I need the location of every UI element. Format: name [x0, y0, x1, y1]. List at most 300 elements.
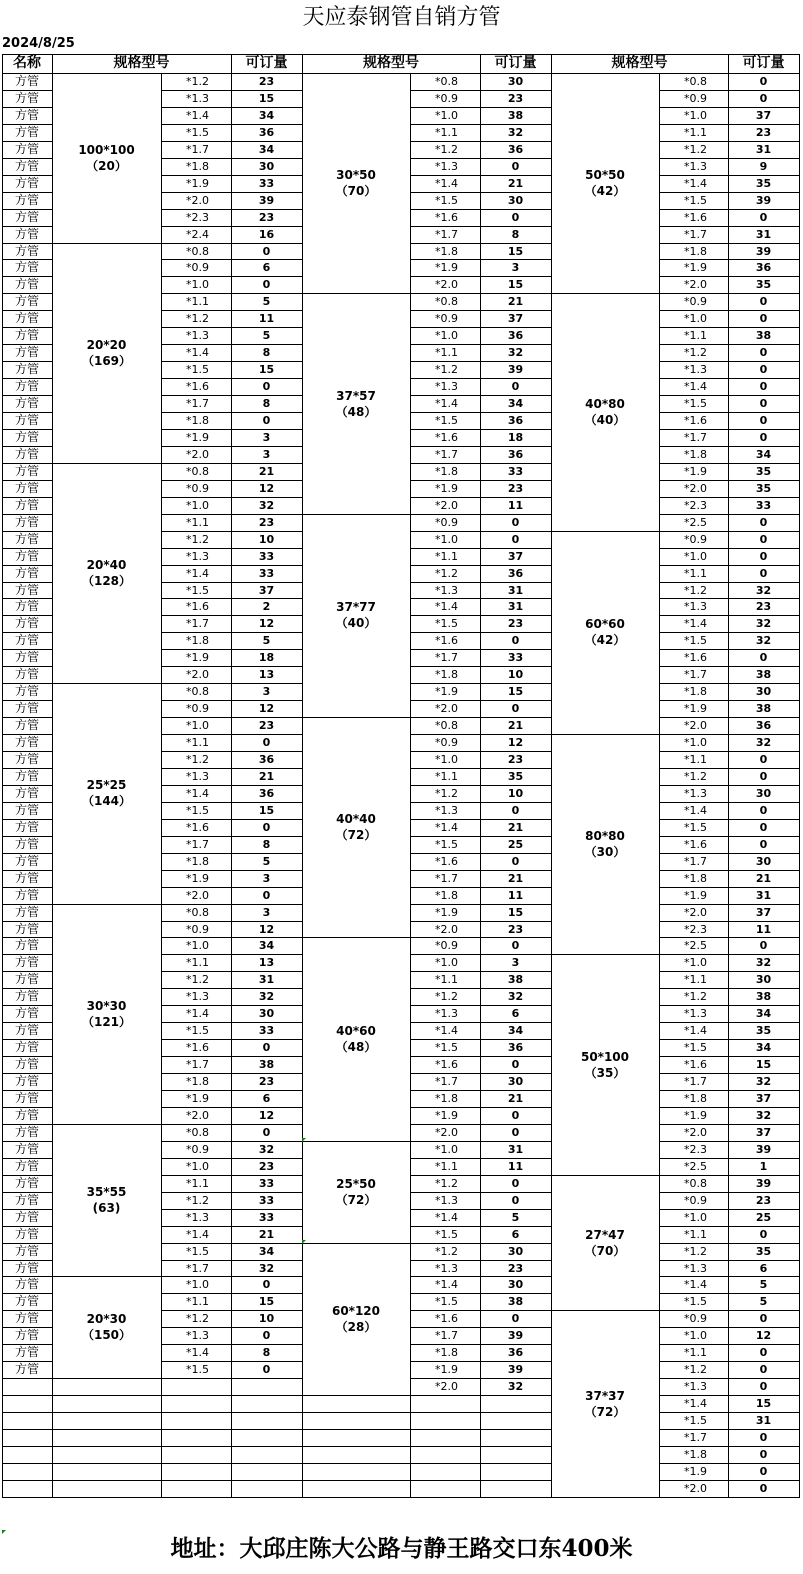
product-name-cell: 方管	[14, 819, 39, 834]
qty-cell: 18	[258, 651, 275, 665]
spec-cell: *2.0	[435, 1380, 458, 1394]
group-spec-label	[52, 1184, 161, 1216]
header-name: 名称	[13, 55, 41, 71]
qty-cell: 38	[258, 1058, 275, 1072]
spec-cell: *1.7	[186, 142, 209, 156]
group-count: （72）	[335, 828, 377, 843]
spec-cell: *1.6	[435, 210, 458, 224]
group-size: 30*30	[86, 998, 127, 1013]
spec-cell: *1.8	[435, 1092, 458, 1105]
qty-cell: 0	[759, 549, 768, 563]
qty-cell: 39	[507, 1363, 524, 1377]
qty-cell: 32	[507, 125, 524, 139]
spec-cell: *1.4	[435, 176, 458, 190]
group-size: 37*77	[336, 600, 376, 615]
qty-cell: 36	[258, 753, 275, 766]
spec-cell: *1.8	[435, 244, 458, 258]
qty-cell: 12	[507, 736, 524, 750]
qty-cell: 33	[507, 651, 524, 665]
spec-cell: *0.8	[435, 75, 458, 88]
spec-cell: *1.8	[186, 634, 209, 648]
qty-cell: 30	[755, 685, 772, 699]
qty-cell: 21	[507, 295, 524, 309]
qty-cell: 33	[258, 1176, 275, 1190]
spec-cell: *1.3	[186, 549, 209, 563]
qty-cell: 31	[507, 600, 524, 614]
product-name-cell: 方管	[14, 548, 39, 563]
product-name-cell: 方管	[14, 768, 39, 783]
spec-cell: *1.4	[186, 566, 209, 580]
qty-cell: 0	[759, 566, 768, 580]
spec-cell: *1.0	[186, 1278, 209, 1292]
group-count: (63)	[92, 1201, 121, 1216]
spec-cell: *1.5	[684, 397, 707, 411]
group-count: （150）	[81, 1328, 132, 1343]
qty-cell: 39	[755, 1176, 772, 1190]
qty-cell: 36	[507, 142, 524, 156]
spec-cell: *1.1	[684, 125, 707, 139]
qty-cell: 11	[755, 922, 772, 936]
qty-cell: 15	[755, 1397, 772, 1411]
spec-cell: *1.4	[186, 1346, 209, 1360]
product-name-cell: 方管	[14, 955, 39, 970]
qty-cell: 6	[511, 1007, 520, 1021]
qty-cell: 23	[507, 922, 524, 936]
qty-cell: 0	[511, 939, 520, 953]
qty-cell: 33	[258, 1210, 275, 1224]
group-count: （42）	[584, 633, 626, 648]
qty-cell: 21	[507, 176, 524, 190]
product-name-cell: 方管	[14, 209, 39, 224]
qty-cell: 0	[759, 803, 768, 817]
qty-cell: 38	[755, 990, 772, 1004]
qty-cell: 0	[759, 75, 768, 88]
qty-cell: 15	[755, 1058, 772, 1072]
spec-cell: *2.5	[684, 1159, 707, 1173]
qty-cell: 23	[258, 75, 275, 88]
address-footer: 地址：大邱庄陈大公路与静王路交口东400米	[170, 1535, 633, 1562]
qty-cell: 25	[755, 1210, 772, 1224]
qty-cell: 0	[262, 278, 271, 292]
spec-cell: *2.0	[684, 719, 707, 733]
spec-cell: *0.8	[435, 295, 458, 309]
qty-cell: 0	[759, 1464, 768, 1478]
spec-cell: *0.9	[435, 91, 458, 105]
qty-cell: 21	[507, 719, 524, 733]
corner-mark	[302, 1240, 306, 1244]
group-spec-label	[551, 396, 659, 428]
spec-cell: *1.9	[186, 430, 209, 444]
spec-cell: *1.0	[684, 108, 707, 122]
product-name-cell: 方管	[14, 701, 39, 716]
group-spec-label	[551, 616, 659, 648]
qty-cell: 34	[507, 1024, 524, 1038]
name-row-line	[2, 1395, 52, 1396]
qty-cell: 3	[262, 871, 271, 885]
spec-cell: *0.8	[186, 1125, 209, 1139]
group-count: （72）	[584, 1404, 626, 1419]
qty-cell: 31	[755, 142, 772, 156]
qty-cell: 23	[507, 91, 524, 105]
qty-cell: 11	[258, 312, 275, 326]
qty-cell: 0	[262, 1125, 271, 1139]
spec-cell: *1.9	[684, 464, 707, 478]
spec-cell: *1.4	[435, 1278, 458, 1292]
product-name-cell: 方管	[14, 616, 39, 631]
product-name-cell: 方管	[14, 1107, 39, 1122]
qty-cell: 12	[258, 481, 275, 495]
product-name-cell: 方管	[14, 277, 39, 292]
qty-cell: 15	[507, 905, 524, 919]
group-count: （128）	[81, 574, 132, 589]
qty-cell: 38	[755, 702, 772, 716]
spec-cell: *1.2	[435, 142, 458, 156]
product-name-cell: 方管	[14, 396, 39, 411]
qty-cell: 35	[755, 464, 772, 478]
qty-cell: 0	[759, 414, 768, 427]
spec-cell: *2.3	[684, 1142, 707, 1156]
spec-cell: *1.8	[684, 685, 707, 699]
qty-cell: 31	[755, 1414, 772, 1428]
qty-cell: 0	[511, 515, 520, 529]
spec-cell: *1.4	[186, 108, 209, 122]
qty-cell: 0	[511, 854, 520, 868]
spec-cell: *1.5	[186, 1363, 209, 1377]
group-size: 37*37	[585, 1388, 625, 1403]
qty-cell: 0	[759, 1481, 768, 1495]
spec-cell: *1.1	[186, 515, 209, 529]
spec-cell: *1.0	[684, 1329, 707, 1343]
qty-cell: 0	[759, 91, 768, 105]
group-spec-label	[52, 557, 161, 589]
spec-cell: *1.2	[435, 1244, 458, 1258]
group-spec-label	[302, 811, 410, 843]
spec-cell: *1.4	[186, 786, 209, 800]
name-row-line	[2, 1412, 52, 1413]
qty-cell: 13	[258, 668, 275, 682]
product-name-cell: 方管	[14, 413, 39, 427]
qty-cell: 3	[511, 956, 520, 970]
spec-cell: *1.8	[684, 1092, 707, 1105]
qty-cell: 0	[759, 1346, 768, 1360]
spec-cell: *1.8	[435, 464, 458, 478]
qty-cell: 21	[507, 1092, 524, 1105]
product-name-cell: 方管	[14, 463, 39, 478]
spec-cell: *1.1	[186, 295, 209, 309]
qty-cell: 21	[258, 1227, 275, 1241]
qty-cell: 0	[511, 1058, 520, 1072]
qty-cell: 5	[759, 1295, 768, 1309]
spec-cell: *1.2	[684, 142, 707, 156]
spec-cell: *0.9	[186, 922, 209, 936]
product-name-cell: 方管	[14, 972, 39, 987]
spec-cell: *0.8	[186, 685, 209, 699]
spec-cell: *1.5	[186, 803, 209, 817]
group-size: 30*50	[336, 168, 376, 183]
group-spec-label	[52, 337, 161, 369]
product-name-cell: 方管	[14, 633, 39, 648]
name-col-divider	[52, 54, 53, 1497]
product-name-cell: 方管	[14, 735, 39, 750]
qty-cell: 21	[507, 820, 524, 834]
qty-cell: 11	[507, 1159, 524, 1173]
qty-cell: 35	[755, 481, 772, 495]
product-name-cell: 方管	[14, 1040, 39, 1055]
group-spec-label	[302, 388, 410, 420]
spec-cell: *1.6	[435, 634, 458, 648]
spec-cell: *1.3	[684, 600, 707, 614]
spec-cell: *2.0	[186, 888, 209, 902]
product-name-cell: 方管	[14, 752, 39, 766]
spec-cell: *1.0	[186, 719, 209, 733]
spec-cell: *1.4	[435, 600, 458, 614]
qty-cell: 35	[507, 769, 524, 783]
product-name-cell: 方管	[14, 1023, 39, 1038]
spec-cell: *1.0	[435, 532, 458, 546]
qty-cell: 23	[258, 210, 275, 224]
qty-cell: 32	[755, 617, 772, 631]
spec-cell: *1.4	[186, 1227, 209, 1241]
qty-cell: 30	[507, 1278, 524, 1292]
qty-cell: 34	[755, 447, 772, 461]
qty-cell: 0	[759, 837, 768, 851]
product-name-cell: 方管	[14, 260, 39, 275]
spec-cell: *1.6	[435, 430, 458, 444]
product-name-cell: 方管	[14, 1141, 39, 1156]
spec-cell: *0.9	[435, 312, 458, 326]
group-row-line	[551, 1497, 799, 1498]
qty-cell: 30	[507, 1075, 524, 1089]
qty-cell: 0	[759, 295, 768, 309]
qty-cell: 23	[258, 719, 275, 733]
product-name-cell: 方管	[14, 124, 39, 139]
corner-mark	[302, 1138, 306, 1142]
qty-cell: 1	[759, 1159, 768, 1173]
header-spec-2: 规格型号	[363, 55, 419, 71]
group-size: 37*57	[336, 388, 376, 403]
qty-cell: 3	[262, 905, 271, 919]
qty-cell: 23	[507, 753, 524, 766]
qty-cell: 0	[262, 1278, 271, 1292]
spec-cell: *1.2	[186, 753, 209, 766]
name-row-line	[2, 1446, 52, 1447]
empty-row-line	[302, 1429, 551, 1430]
product-name-cell: 方管	[14, 379, 39, 394]
qty-cell: 37	[755, 108, 772, 122]
group-size: 25*25	[86, 778, 127, 793]
group-spec-label	[52, 998, 161, 1030]
spec-cell: *2.0	[186, 1108, 209, 1122]
qty-cell: 35	[755, 1244, 772, 1258]
spec-cell: *1.7	[435, 651, 458, 665]
qty-cell: 0	[759, 397, 768, 411]
spec-cell: *1.7	[435, 1075, 458, 1089]
group-count: （70）	[335, 184, 377, 199]
spec-cell: *1.3	[684, 1261, 707, 1275]
spec-cell: *1.2	[186, 1193, 209, 1207]
qty-cell: 34	[755, 1007, 772, 1021]
group-count: （40）	[335, 616, 377, 631]
spec-cell: *1.0	[435, 956, 458, 970]
qty-cell: 21	[258, 464, 275, 478]
qty-cell: 32	[755, 956, 772, 970]
spec-cell: *1.1	[684, 1227, 707, 1241]
spec-cell: *1.0	[435, 329, 458, 343]
spec-cell: *1.7	[435, 227, 458, 241]
empty-row-line	[52, 1446, 302, 1447]
spec-cell: *1.3	[684, 786, 707, 800]
group-count: （70）	[584, 1243, 626, 1258]
spec-cell: *2.0	[186, 193, 209, 207]
qty-cell: 0	[262, 1329, 271, 1343]
qty-cell: 38	[507, 1295, 524, 1309]
qty-cell: 31	[755, 227, 772, 241]
qty-cell: 34	[258, 939, 275, 953]
qty-cell: 0	[759, 1227, 768, 1241]
qty-cell: 32	[507, 1380, 524, 1394]
qty-cell: 23	[755, 600, 772, 614]
product-name-cell: 方管	[14, 938, 39, 953]
qty-cell: 30	[507, 1244, 524, 1258]
spec-cell: *0.9	[684, 91, 707, 105]
qty-cell: 39	[507, 363, 524, 377]
qty-cell: 21	[507, 871, 524, 885]
spec-cell: *1.2	[684, 1244, 707, 1258]
group-spec-label	[302, 1023, 410, 1055]
spec-cell: *0.8	[186, 464, 209, 478]
product-name-cell: 方管	[14, 1243, 39, 1258]
spec-cell: *1.0	[186, 278, 209, 292]
product-name-cell: 方管	[14, 582, 39, 597]
spec-cell: *1.1	[684, 973, 707, 987]
spec-cell: *1.9	[435, 1363, 458, 1377]
spec-cell: *1.2	[186, 1312, 209, 1326]
spec-cell: *1.9	[684, 1464, 707, 1478]
group-size: 25*50	[336, 1176, 376, 1191]
spec-cell: *1.5	[186, 363, 209, 377]
spec-cell: *1.2	[186, 75, 209, 88]
spec-cell: *1.0	[684, 956, 707, 970]
spec-cell: *1.4	[435, 820, 458, 834]
spec-cell: *1.9	[435, 481, 458, 495]
qty-cell: 25	[507, 837, 524, 851]
qty-cell: 23	[507, 481, 524, 495]
spec-col-divider	[161, 1378, 162, 1497]
qty-cell: 36	[507, 566, 524, 580]
spec-cell: *1.8	[684, 447, 707, 461]
spec-cell: *2.0	[435, 278, 458, 292]
qty-cell: 32	[507, 346, 524, 360]
group-count: （35）	[584, 1065, 626, 1080]
spec-cell: *0.8	[186, 244, 209, 258]
spec-cell: *1.2	[684, 990, 707, 1004]
product-name-cell: 方管	[14, 1294, 39, 1309]
qty-cell: 39	[755, 244, 772, 258]
qty-cell: 5	[262, 295, 271, 309]
spec-cell: *1.0	[186, 498, 209, 512]
qty-cell: 39	[755, 1142, 772, 1156]
group-size: 27*47	[585, 1227, 625, 1242]
spec-cell: *1.1	[435, 1159, 458, 1173]
qty-cell: 5	[262, 634, 271, 648]
qty-cell: 15	[507, 244, 524, 258]
spec-cell: *1.2	[684, 1363, 707, 1377]
table-border-top	[2, 54, 799, 55]
qty-cell: 34	[258, 1244, 275, 1258]
qty-cell: 0	[511, 1312, 520, 1326]
group-size: 60*60	[585, 617, 625, 632]
spec-cell: *1.9	[186, 1092, 209, 1105]
qty-cell: 0	[511, 210, 520, 224]
qty-cell: 0	[759, 939, 768, 953]
qty-cell: 23	[258, 515, 275, 529]
spec-cell: *1.8	[186, 159, 209, 173]
spec-cell: *1.7	[684, 1075, 707, 1089]
qty-cell: 23	[507, 1261, 524, 1275]
qty-cell: 15	[507, 278, 524, 292]
product-name-cell: 方管	[14, 226, 39, 241]
spec-cell: *0.9	[186, 702, 209, 716]
spec-cell: *0.8	[684, 1176, 707, 1190]
product-name-cell: 方管	[14, 718, 39, 733]
spec-cell: *1.8	[186, 414, 209, 427]
spec-cell: *0.9	[186, 261, 209, 275]
spec-cell: *1.9	[684, 702, 707, 716]
qty-cell: 36	[258, 786, 275, 800]
qty-cell: 11	[507, 888, 524, 902]
product-name-cell: 方管	[14, 1074, 39, 1089]
spec-cell: *1.7	[684, 227, 707, 241]
qty-cell: 0	[759, 1447, 768, 1461]
qty-cell: 32	[755, 1108, 772, 1122]
qty-cell: 32	[507, 990, 524, 1004]
qty-cell: 33	[755, 498, 772, 512]
spec-cell: *1.8	[684, 1447, 707, 1461]
spec-cell: *1.0	[435, 753, 458, 766]
qty-cell: 5	[262, 854, 271, 868]
spec-cell: *1.7	[186, 1261, 209, 1275]
qty-cell: 32	[258, 990, 275, 1004]
spec-cell: *1.6	[684, 1058, 707, 1072]
product-name-cell: 方管	[14, 1226, 39, 1241]
spec-cell: *2.0	[684, 278, 707, 292]
spec-cell: *2.4	[186, 227, 209, 241]
group-spec-label	[551, 1049, 659, 1081]
spec-cell: *1.5	[186, 1244, 209, 1258]
spec-cell: *1.5	[435, 1295, 458, 1309]
spec-cell: *1.1	[684, 753, 707, 766]
spec-cell: *1.0	[684, 312, 707, 326]
spec-cell: *1.9	[435, 1108, 458, 1122]
table-border-right	[799, 54, 800, 1498]
spec-cell: *1.5	[684, 193, 707, 207]
group-count: （48）	[335, 404, 377, 419]
spec-cell: *0.9	[684, 1193, 707, 1207]
name-row-line	[2, 1463, 52, 1464]
qty-cell: 36	[507, 329, 524, 343]
qty-cell: 8	[262, 397, 271, 411]
product-name-cell: 方管	[14, 1175, 39, 1190]
spec-cell: *1.1	[435, 125, 458, 139]
spec-cell: *1.8	[435, 888, 458, 902]
qty-cell: 30	[507, 193, 524, 207]
qty-cell: 10	[507, 786, 524, 800]
qty-cell: 34	[755, 1041, 772, 1055]
qty-cell: 12	[258, 922, 275, 936]
qty-cell: 2	[262, 600, 271, 614]
header-spec-1: 规格型号	[113, 55, 170, 71]
spec-cell: *1.2	[435, 1176, 458, 1190]
